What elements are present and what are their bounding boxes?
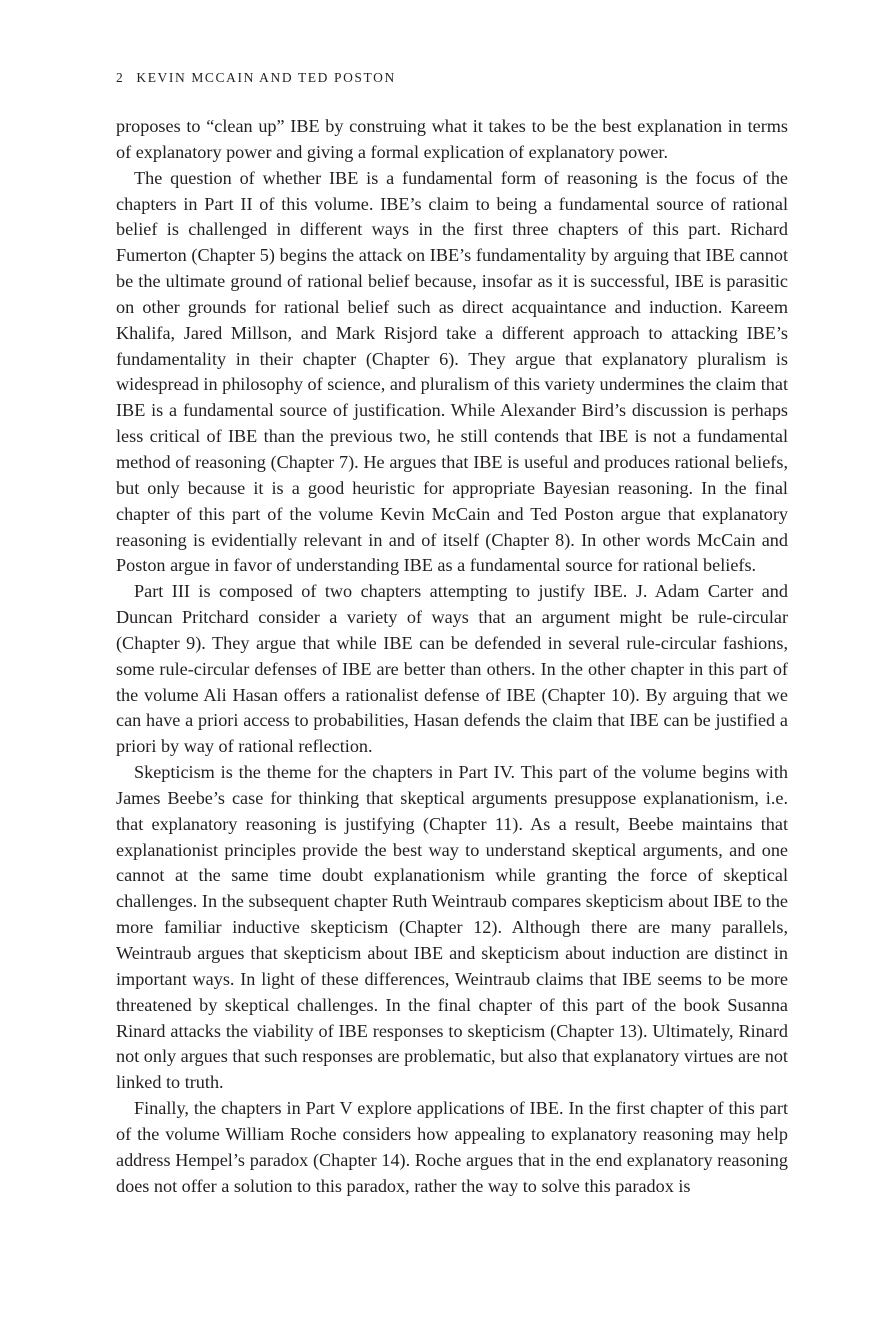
body-paragraph-4: Skepticism is the theme for the chapters in Part IV. This part of the volume begins with James Beebe’s case for thinking that skeptical arguments presuppose explanationism, i.e. that explanatory reasoning is justifying (Chapter 11). As a result, Beebe maintains that explanationist principles provide the best way to understand skeptical arguments, and one cannot at the same time doubt explanationism while granting the force of skeptical challenges. In the subsequent chapter Ruth Weintraub compares skepticism about IBE to the more familiar inductive skepticism (Chapter 12). Although there are many parallels, Weintraub argues that skepticism about IBE and skepticism about induction are distinct in important ways. In light of these differences, Weintraub claims that IBE seems to be more threatened by skeptical challenges. In the final chapter of this part of the book Susanna Rinard attacks the viability of IBE responses to skepticism (Chapter 13). Ultimately, Rinard not only argues that such responses are problematic, but also that explanatory virtues are not linked to truth.	[116, 762, 788, 1093]
page-number: 2	[116, 70, 125, 85]
running-head-authors: KEVIN MCCAIN AND TED POSTON	[136, 70, 396, 85]
body-paragraph-1: proposes to “clean up” IBE by construing what it takes to be the best explanation in terms of explanatory power and giving a formal explication of explanatory power.	[116, 116, 788, 162]
body-paragraph-3: Part III is composed of two chapters attempting to justify IBE. J. Adam Carter and Duncan Pritchard consider a variety of ways that an argument might be rule-circular (Chapter 9). They argue that while IBE can be defended in several rule-circular fashions, some rule-circular defenses of IBE are better than others. In the other chapter in this part of the volume Ali Hasan offers a rationalist defense of IBE (Chapter 10). By arguing that we can have a priori access to probabilities, Hasan defends the claim that IBE can be justified a priori by way of rational reflection.	[116, 581, 788, 757]
book-page	[116, 68, 788, 1199]
body-paragraph-2: The question of whether IBE is a fundamental form of reasoning is the focus of the chapters in Part II of this volume. IBE’s claim to being a fundamental source of rational belief is challenged in different ways in the first three chapters of this part. Richard Fumerton (Chapter 5) begins the attack on IBE’s fundamentality by arguing that IBE cannot be the ultimate ground of rational belief because, insofar as it is successful, IBE is parasitic on other grounds for rational belief such as direct acquaintance and induction. Kareem Khalifa, Jared Millson, and Mark Risjord take a different approach to attacking IBE’s fundamentality in their chapter (Chapter 6). They argue that explanatory pluralism is widespread in philosophy of science, and pluralism of this variety undermines the claim that IBE is a fundamental source of justification. While Alexander Bird’s discussion is perhaps less critical of IBE than the previous two, he still contends that IBE is not a fundamental method of reasoning (Chapter 7). He argues that IBE is useful and produces rational beliefs, but only because it is a good heuristic for appropriate Bayesian reasoning. In the final chapter of this part of the volume Kevin McCain and Ted Poston argue that explanatory reasoning is evidentially relevant in and of itself (Chapter 8). In other words McCain and Poston argue in favor of understanding IBE as a fundamental source for rational beliefs.	[116, 167, 788, 576]
body-paragraph-5: Finally, the chapters in Part V explore applications of IBE. In the first chapter of this part of the volume William Roche considers how appealing to explanatory reasoning may help address Hempel’s paradox (Chapter 14). Roche argues that in the end explanatory reasoning does not offer a solution to this paradox, rather the way to solve this paradox is	[116, 1098, 788, 1196]
running-head	[116, 68, 788, 88]
